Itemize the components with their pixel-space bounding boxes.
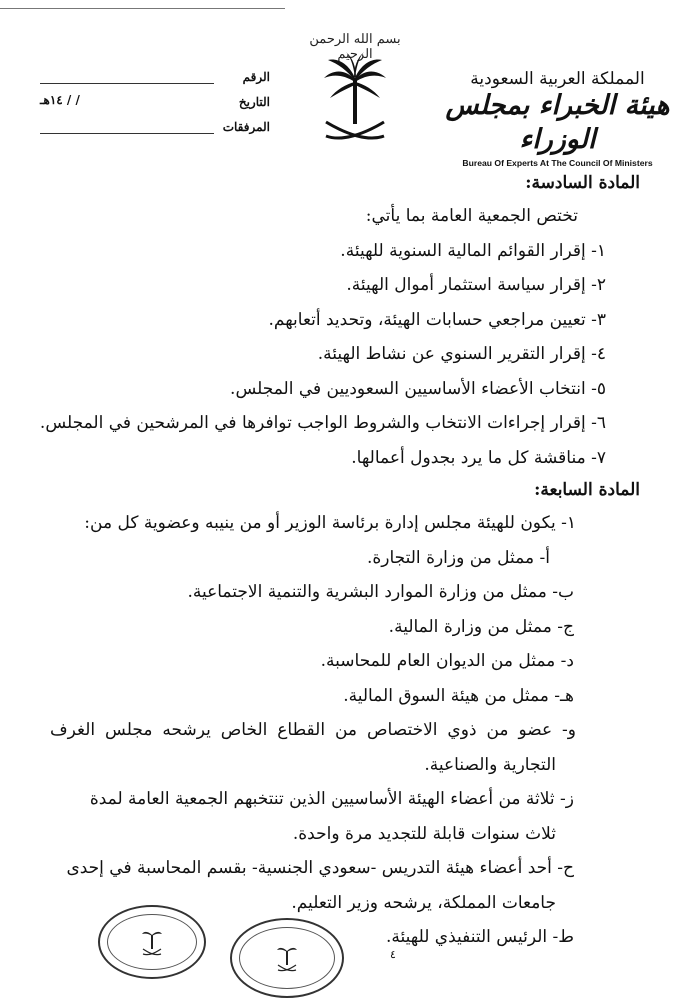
article-7-item: ج- ممثل من وزارة المالية. [388,616,574,637]
article-6-title: المادة السادسة: [525,173,640,193]
article-7-item: أ- ممثل من وزارة التجارة. [366,547,550,568]
field-date-label: التاريخ [238,95,270,109]
article-7-item-continued: ثلاث سنوات قابلة للتجديد مرة واحدة. [292,823,556,844]
org-name: هيئة الخبراء بمجلس الوزراء [445,90,670,155]
reference-fields [40,66,270,141]
top-rule [0,8,285,9]
article-7-item: هـ- ممثل من هيئة السوق المالية. [343,685,574,706]
article-6-item: ٧- مناقشة كل ما يرد بجدول أعمالها. [351,447,606,468]
article-7-item-continued: التجارية والصناعية. [424,754,556,775]
article-6-item: ٣- تعيين مراجعي حسابات الهيئة، وتحديد أتعابهم. [268,309,606,330]
field-attachments-label: المرفقات [222,120,270,134]
field-date [40,91,270,116]
seal-emblem-icon [276,943,298,973]
article-7-item: و- عضو من ذوي الاختصاص من القطاع الخاص يرشحه مجلس الغرف [50,720,576,740]
article-6-item: ٢- إقرار سياسة استثمار أموال الهيئة. [346,275,606,295]
article-6-item: ٦- إقرار إجراءات الانتخاب والشروط الواجب توافرها في المرشحين في المجلس. [39,413,606,433]
field-number-label: الرقم [242,70,270,84]
field-attachments [40,116,270,141]
article-6-item: ٤- إقرار التقرير السنوي عن نشاط الهيئة. [317,344,606,364]
article-7-item: ط- الرئيس التنفيذي للهيئة. [385,927,574,947]
article-6-item: ١- إقرار القوائم المالية السنوية للهيئة. [340,240,606,261]
page-number: ٤ [390,948,396,961]
org-country: المملكة العربية السعودية [470,69,645,89]
official-seal-icon [230,918,344,998]
article-7-intro: ١- يكون للهيئة مجلس إدارة برئاسة الوزير أو من ينيبه وعضوية كل من: [84,513,576,533]
article-6-intro: تختص الجمعية العامة بما يأتي: [365,206,578,226]
official-seal-icon [98,905,206,979]
seal-emblem-icon [141,927,163,957]
document-body [39,168,640,955]
field-number [40,66,270,91]
article-7-item-continued: جامعات المملكة، يرشحه وزير التعليم. [291,892,556,913]
article-7-item: د- ممثل من الديوان العام للمحاسبة. [320,651,574,671]
article-7-item: ح- أحد أعضاء هيئة التدريس -سعودي الجنسية- بقسم المحاسبة في إحدى [66,858,574,878]
article-7-title: المادة السابعة: [534,480,640,500]
article-6-item: ٥- انتخاب الأعضاء الأساسيين السعوديين في المجلس. [230,378,606,399]
organization-header [435,70,680,168]
palm-swords-emblem-icon [320,50,390,148]
article-7-item: ز- ثلاثة من أعضاء الهيئة الأساسيين الذين تنتخبهم الجمعية العامة لمدة [89,789,574,809]
article-7-item: ب- ممثل من وزارة الموارد البشرية والتنمية الاجتماعية. [187,582,574,602]
org-english-name: Bureau Of Experts At The Council Of Ministers [462,158,653,168]
field-date-value: / / ١٤هـ [40,93,80,107]
basmala: بسم الله الرحمن الرحيم [309,32,401,62]
